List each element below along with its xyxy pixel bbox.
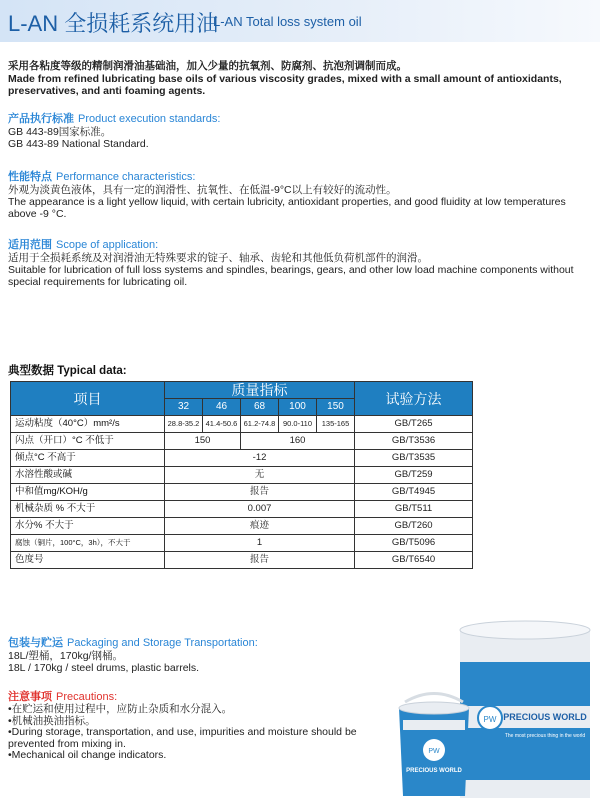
intro-cn: 采用各粘度等级的精制润滑油基础油，加入少量的抗氧剂、防腐剂、抗泡剂调制而成。 xyxy=(8,60,407,72)
table-row xyxy=(11,433,473,450)
packaging-title-cn: 包装与贮运 xyxy=(8,637,63,649)
scope-title-cn: 适用范围 xyxy=(8,239,52,251)
cell-method: GB/T265 xyxy=(355,416,473,433)
table-row xyxy=(11,416,473,433)
performance-en: The appearance is a light yellow liquid, with certain lubricity, antioxidant properties, and good fluidity at low temperatures above -9 °C. xyxy=(8,196,566,220)
cell-method: GB/T260 xyxy=(355,518,473,535)
cell-method: GB/T6540 xyxy=(355,552,473,569)
typical-data-label: 典型数据 Typical data: xyxy=(8,365,127,377)
cell-method: GB/T511 xyxy=(355,501,473,518)
intro-en: Made from refined lubricating base oils of various viscosity grades, mixed with a small amount of antioxidants, preservatives, and anti foaming agents. xyxy=(8,72,562,97)
packaging-en: 18L / 170kg / steel drums, plastic barrels. xyxy=(8,662,200,674)
scope-title-en: Scope of application: xyxy=(56,239,159,251)
precautions-heading xyxy=(8,690,388,704)
performance-cn: 外观为淡黄色液体，具有一定的润滑性、抗氧性、在低温-9°C以上有较好的流动性。 xyxy=(8,184,397,196)
performance-heading xyxy=(8,170,593,184)
cell-method: GB/T259 xyxy=(355,467,473,484)
row-name: 中和值mg/KOH/g xyxy=(11,484,165,501)
table-row xyxy=(11,552,473,569)
grade-100: 100 xyxy=(279,399,317,416)
col-method-header: 试验方法 xyxy=(355,382,473,416)
cell-value: 150 xyxy=(165,433,241,450)
product-barrels-image xyxy=(395,610,595,800)
table-row xyxy=(11,535,473,552)
drum-slogan-text: The most precious thing in the world xyxy=(504,733,586,739)
cell-method: GB/T4945 xyxy=(355,484,473,501)
precaution-line: •Mechanical oil change indicators. xyxy=(8,749,167,761)
scope-heading xyxy=(8,238,593,252)
intro-text xyxy=(8,60,593,98)
row-name: 水溶性酸或碱 xyxy=(11,467,165,484)
row-name: 倾点°C 不高于 xyxy=(11,450,165,467)
performance-title-cn: 性能特点 xyxy=(8,171,52,183)
cell-method: GB/T3535 xyxy=(355,450,473,467)
table-row xyxy=(11,518,473,535)
cell-value: -12 xyxy=(165,450,355,467)
standards-title-en: Product execution standards: xyxy=(78,113,221,125)
drum-brand-text: PRECIOUS WORLD xyxy=(503,712,587,722)
precaution-line: •机械油换油指标。 xyxy=(8,714,96,727)
performance-section xyxy=(8,170,593,220)
cell-value: 41.4-50.6 xyxy=(203,416,241,433)
title-banner xyxy=(0,0,600,42)
cell-value: 135-165 xyxy=(317,416,355,433)
cell-value: 61.2-74.8 xyxy=(241,416,279,433)
cell-value: 1 xyxy=(165,535,355,552)
row-name: 色度号 xyxy=(11,552,165,569)
cell-value: 报告 xyxy=(165,552,355,569)
cell-method: GB/T5096 xyxy=(355,535,473,552)
scope-en: Suitable for lubrication of full loss systems and spindles, bearings, gears, and other low load machine components without special requirements for lubricating oil. xyxy=(8,264,574,288)
table-row xyxy=(11,501,473,518)
table-row xyxy=(11,450,473,467)
col-item-header: 项目 xyxy=(11,382,165,416)
row-name: 闪点（开口）°C 不低于 xyxy=(11,433,165,450)
precautions-title-cn: 注意事项 xyxy=(8,691,52,703)
cell-value: 无 xyxy=(165,467,355,484)
standards-cn: GB 443-89国家标准。 xyxy=(8,126,112,138)
precautions-section xyxy=(8,690,388,762)
scope-cn: 适用于全损耗系统及对润滑油无特殊要求的锭子、轴承、齿轮和其他低负荷机部件的润滑。 xyxy=(8,252,428,264)
packaging-cn: 18L/塑桶，170kg/钢桶。 xyxy=(8,650,123,662)
page-title-en: L-AN Total loss system oil xyxy=(213,14,362,29)
cell-value: 28.8-35.2 xyxy=(165,416,203,433)
svg-text:PW: PW xyxy=(428,748,440,755)
row-name: 运动粘度（40°C）mm²/s xyxy=(11,416,165,433)
row-name: 腐蚀（铜片，100°C，3h），不大于 xyxy=(11,535,165,552)
precaution-line: •During storage, transportation, and use, impurities and moisture should be prevented from mixing in. xyxy=(8,726,357,750)
cell-value: 90.0-110 xyxy=(279,416,317,433)
col-quality-header: 质量指标 xyxy=(165,382,355,399)
page-title-cn: L-AN 全损耗系统用油 xyxy=(8,11,219,36)
scope-section xyxy=(8,238,593,288)
row-name: 机械杂质 % 不大于 xyxy=(11,501,165,518)
svg-text:PW: PW xyxy=(483,715,497,724)
grade-68: 68 xyxy=(241,399,279,416)
precaution-line: •在贮运和使用过程中，应防止杂质和水分混入。 xyxy=(8,703,233,715)
grade-46: 46 xyxy=(203,399,241,416)
table-row xyxy=(11,484,473,501)
pail-brand-text: PRECIOUS WORLD xyxy=(406,768,462,774)
cell-value: 160 xyxy=(241,433,355,450)
steel-drum xyxy=(460,621,590,798)
standards-title-cn: 产品执行标准 xyxy=(8,113,74,125)
plastic-pail xyxy=(399,694,469,797)
standards-section xyxy=(8,112,593,150)
cell-value: 痕迹 xyxy=(165,518,355,535)
performance-title-en: Performance characteristics: xyxy=(56,171,196,183)
typical-data-table xyxy=(10,381,473,569)
table-header-row xyxy=(11,382,473,399)
precautions-title-en: Precautions: xyxy=(56,691,118,703)
packaging-title-en: Packaging and Storage Transportation: xyxy=(67,637,258,649)
grade-150: 150 xyxy=(317,399,355,416)
standards-heading xyxy=(8,112,593,126)
cell-method: GB/T3536 xyxy=(355,433,473,450)
row-name: 水分% 不大于 xyxy=(11,518,165,535)
cell-value: 0.007 xyxy=(165,501,355,518)
table-row xyxy=(11,467,473,484)
cell-value: 报告 xyxy=(165,484,355,501)
grade-32: 32 xyxy=(165,399,203,416)
standards-en: GB 443-89 National Standard. xyxy=(8,138,149,150)
